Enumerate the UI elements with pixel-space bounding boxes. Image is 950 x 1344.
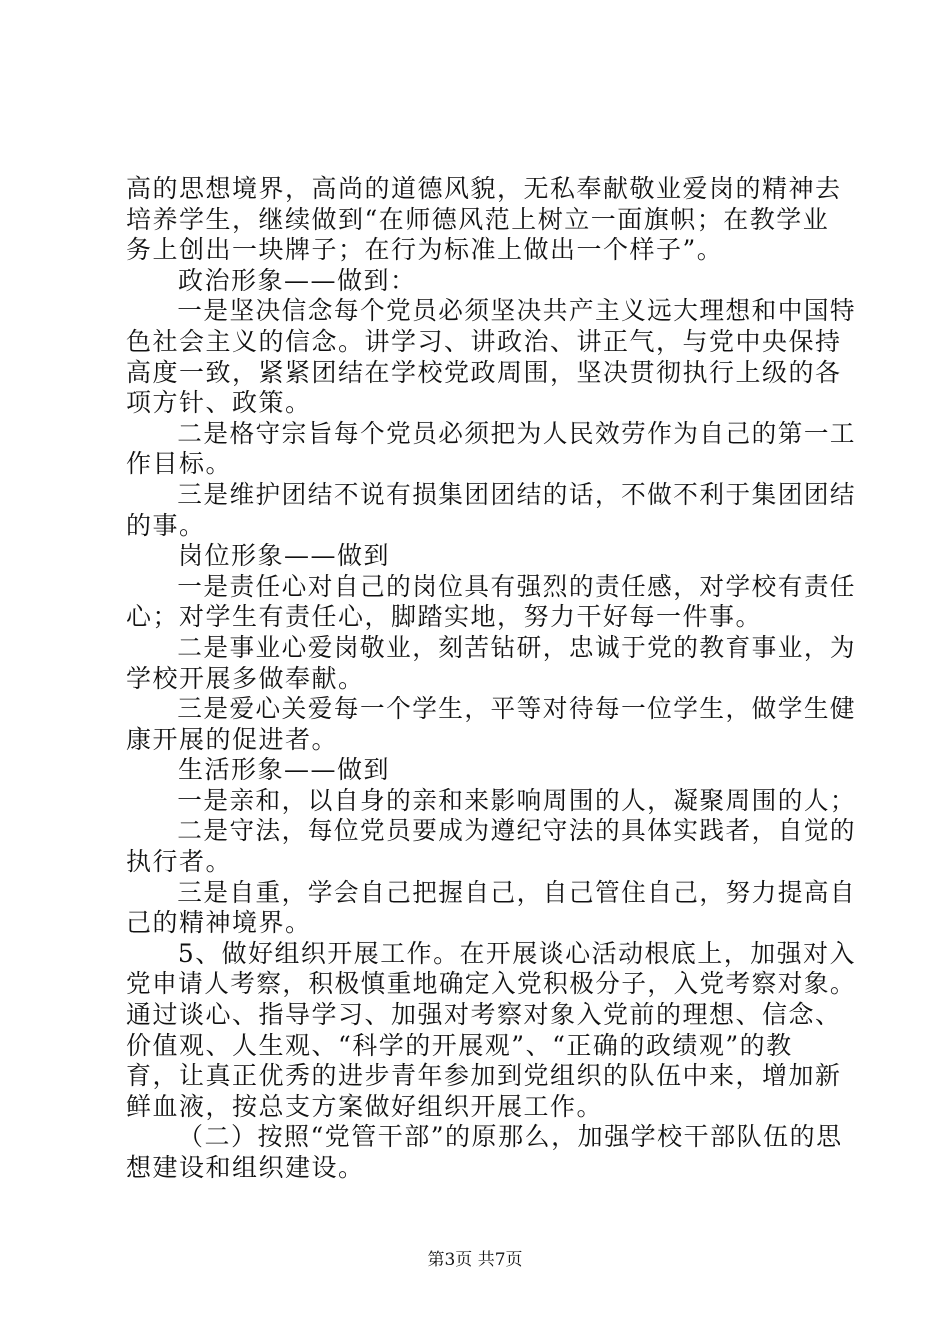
document-line: 作目标。 xyxy=(126,449,233,479)
document-line: 二是守法，每位党员要成为遵纪守法的具体实践者，自觉的 xyxy=(177,816,857,846)
document-line: 康开展的促进者。 xyxy=(126,724,339,754)
document-line: 政治形象——做到： xyxy=(178,265,417,295)
document-line: 一是坚决信念每个党员必须坚决共产主义远大理想和中国特 xyxy=(177,296,857,326)
document-line: 一是责任心对自己的岗位具有强烈的责任感，对学校有责任 xyxy=(177,571,857,601)
document-line: 高度一致，紧紧团结在学校党政周围，坚决贯彻执行上级的各 xyxy=(126,357,842,387)
document-line: 三是维护团结不说有损集团团结的话，不做不利于集团团结 xyxy=(177,479,857,509)
document-line: 价值观、人生观、“科学的开展观”、“正确的政绩观”的教 xyxy=(126,1030,793,1060)
document-line: （二）按照“党管干部”的原那么，加强学校干部队伍的思 xyxy=(178,1122,843,1152)
document-line: 三是爱心关爱每一个学生，平等对待每一位学生，做学生健 xyxy=(177,694,857,724)
document-line: 的事。 xyxy=(126,510,206,540)
document-line: 想建设和组织建设。 xyxy=(126,1153,365,1182)
document-line: 二是事业心爱岗敬业，刻苦钻研，忠诚于党的教育事业，为 xyxy=(177,632,857,662)
document-line: 学校开展多做奉献。 xyxy=(126,663,365,693)
document-line: 5、做好组织开展工作。在开展谈心活动根底上，加强对入 xyxy=(177,938,856,968)
document-line: 高的思想境界，高尚的道德风貌，无私奉献敬业爱岗的精神去 xyxy=(126,174,842,203)
document-line: 育，让真正优秀的进步青年参加到党组织的队伍中来，增加新 xyxy=(126,1061,842,1091)
document-line: 心；对学生有责任心，脚踏实地，努力干好每一件事。 xyxy=(126,602,763,632)
document-line: 培养学生，继续做到“在师德风范上树立一面旗帜；在教学业 xyxy=(126,204,830,234)
document-line: 岗位形象——做到 xyxy=(178,541,391,571)
document-line: 通过谈心、指导学习、加强对考察对象入党前的理想、信念、 xyxy=(126,1000,842,1030)
document-line: 鲜血液，按总支方案做好组织开展工作。 xyxy=(126,1091,604,1121)
document-line: 生活形象——做到 xyxy=(178,755,391,785)
page-footer: 第3页 共7页 xyxy=(427,1250,523,1270)
document-body xyxy=(126,174,857,1184)
document-line: 务上创出一块牌子；在行为标准上做出一个样子”。 xyxy=(126,235,724,265)
document-line: 项方针、政策。 xyxy=(126,388,312,418)
document-line: 己的精神境界。 xyxy=(126,908,312,938)
document-line: 二是格守宗旨每个党员必须把为人民效劳作为自己的第一工 xyxy=(177,418,857,448)
document-line: 色社会主义的信念。讲学习、讲政治、讲正气，与党中央保持 xyxy=(126,326,842,356)
document-line: 执行者。 xyxy=(126,847,233,877)
document-line: 党申请人考察，积极慎重地确定入党积极分子，入党考察对象。 xyxy=(126,969,856,999)
document-line: 一是亲和，以自身的亲和来影响周围的人，凝聚周围的人； xyxy=(177,785,857,815)
document-line: 三是自重，学会自己把握自己，自己管住自己，努力提高自 xyxy=(177,877,857,907)
